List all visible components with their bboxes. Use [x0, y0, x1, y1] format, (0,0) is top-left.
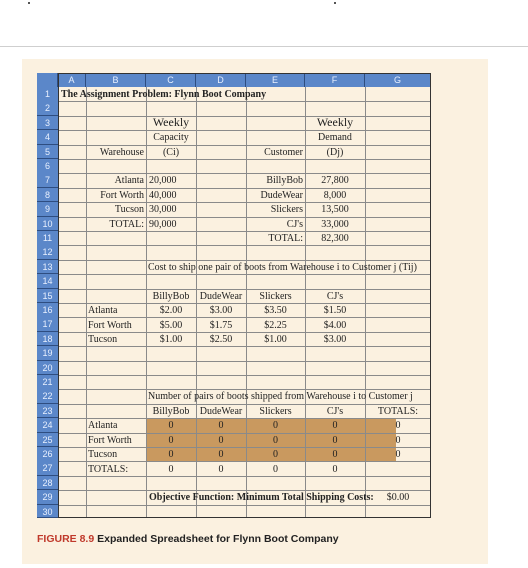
customer-header: Customer [264, 146, 303, 158]
warehouse-name: Atlanta [114, 175, 144, 186]
row-header[interactable]: 3 [37, 116, 58, 131]
row-header[interactable]: 1 [37, 87, 58, 102]
cost-table-title: Cost to ship one pair of boots from Warehouse i to Customer j (Tij) [148, 261, 417, 273]
column-header-f[interactable]: F [305, 73, 365, 87]
column-header-a[interactable]: A [58, 73, 86, 87]
row-header[interactable]: 12 [37, 245, 58, 260]
ship-totals-header: TOTALS: [377, 405, 419, 417]
ship-cell[interactable]: 0 [273, 449, 278, 460]
ship-row-total: 0 [395, 420, 401, 431]
cost-header: BillyBob [152, 290, 190, 302]
column-header-g[interactable]: G [365, 73, 431, 87]
ship-row-total: 0 [395, 449, 401, 460]
warehouse-name: Fort Worth [100, 189, 144, 201]
cost-row-label: Fort Worth [88, 319, 132, 331]
sheet-title: The Assignment Problem: Flynn Boot Company [61, 88, 267, 100]
warehouse-header: Warehouse [99, 146, 144, 158]
cost-cell: $3.00 [323, 334, 347, 345]
supply-total-label: TOTAL: [109, 218, 144, 230]
supply-capacity-label: Capacity [153, 132, 189, 143]
row-header[interactable]: 11 [37, 231, 58, 246]
row-header[interactable]: 5 [37, 145, 58, 160]
row-header[interactable]: 4 [37, 130, 58, 145]
cost-cell: $1.00 [264, 334, 287, 345]
row-header[interactable]: 27 [37, 461, 58, 476]
ship-column-total: 0 [332, 463, 338, 475]
customer-demand: 33,000 [321, 218, 349, 230]
ship-header: DudeWear [199, 405, 243, 417]
row-header[interactable]: 15 [37, 289, 58, 304]
row-header[interactable]: 2 [37, 101, 58, 116]
row-header[interactable]: 19 [37, 346, 58, 361]
customer-name: Slickers [270, 204, 303, 215]
ship-row-label: Atlanta [88, 420, 118, 431]
page-dot [28, 2, 30, 4]
row-header[interactable]: 29 [37, 490, 58, 505]
figure-label: FIGURE 8.9 [37, 533, 95, 545]
row-header[interactable]: 24 [37, 418, 58, 433]
row-header[interactable]: 17 [37, 317, 58, 332]
page-divider [0, 46, 528, 47]
figure-title: Expanded Spreadsheet for Flynn Boot Company [97, 533, 339, 545]
ship-cell[interactable]: 0 [332, 420, 338, 431]
ship-header: Slickers [259, 405, 292, 417]
ship-cell[interactable]: 0 [273, 434, 278, 446]
ci-label: (Ci) [162, 146, 180, 158]
spreadsheet [37, 73, 431, 518]
column-header-d[interactable]: D [196, 73, 246, 87]
cost-row-label: Tucson [88, 334, 118, 345]
demand-label: Demand [318, 132, 352, 143]
cost-cell: $1.00 [159, 334, 183, 345]
cost-cell: $2.25 [264, 319, 287, 331]
ship-header: CJ's [326, 405, 344, 417]
row-header[interactable]: 8 [37, 188, 58, 203]
demand-total-label: TOTAL: [268, 233, 303, 244]
page-dot [334, 2, 336, 4]
column-header-b[interactable]: B [86, 73, 146, 87]
ship-cell[interactable]: 0 [332, 449, 338, 460]
row-header[interactable]: 18 [37, 332, 58, 347]
row-header[interactable]: 10 [37, 217, 58, 232]
cost-header: CJ's [326, 290, 344, 302]
warehouse-capacity: 20,000 [149, 175, 177, 186]
warehouse-capacity: 40,000 [149, 189, 177, 201]
ship-cell[interactable]: 0 [273, 420, 278, 431]
cost-cell: $3.00 [209, 305, 233, 316]
dj-label: (Dj) [326, 146, 344, 158]
cost-cell: $1.50 [323, 305, 347, 316]
column-header-e[interactable]: E [246, 73, 305, 87]
cell-grid[interactable] [58, 87, 431, 518]
select-all-corner[interactable] [37, 73, 58, 87]
row-header[interactable]: 28 [37, 476, 58, 491]
row-header[interactable]: 6 [37, 159, 58, 174]
ship-cell[interactable]: 0 [218, 449, 224, 460]
column-header-c[interactable]: C [146, 73, 196, 87]
customer-demand: 27,800 [321, 175, 349, 186]
ship-cell[interactable]: 0 [168, 449, 174, 460]
customer-name: CJ's [286, 218, 303, 230]
demand-total-value: 82,300 [321, 233, 349, 244]
row-header[interactable]: 22 [37, 389, 58, 404]
cost-header: Slickers [259, 290, 292, 302]
row-header[interactable]: 21 [37, 375, 58, 390]
cost-header: DudeWear [199, 290, 243, 302]
row-header[interactable]: 25 [37, 433, 58, 448]
ship-table-title: Number of pairs of boots shipped from Warehouse i to Customer j [148, 391, 413, 402]
row-header[interactable]: 26 [37, 447, 58, 462]
row-header[interactable]: 16 [37, 303, 58, 318]
ship-header: BillyBob [152, 405, 190, 417]
cost-cell: $5.00 [159, 319, 183, 331]
objective-value: $0.00 [386, 492, 410, 503]
ship-column-total: 0 [168, 463, 174, 475]
supply-weekly-label: Weekly [152, 115, 190, 129]
customer-demand: 8,000 [323, 189, 347, 201]
row-header[interactable]: 30 [37, 505, 58, 518]
row-header[interactable]: 23 [37, 404, 58, 419]
demand-weekly-label: Weekly [316, 115, 354, 129]
ship-cell[interactable]: 0 [168, 420, 174, 431]
ship-cell[interactable]: 0 [218, 420, 224, 431]
row-header[interactable]: 20 [37, 361, 58, 376]
cost-cell: $3.50 [264, 305, 287, 316]
ship-column-total: 0 [218, 463, 224, 475]
ship-row-label: Fort Worth [88, 434, 132, 446]
ship-row-label: Tucson [88, 449, 118, 460]
ship-cell[interactable]: 0 [168, 434, 174, 446]
cost-cell: $1.75 [209, 319, 233, 331]
ship-column-total: 0 [273, 463, 278, 475]
row-header[interactable]: 9 [37, 202, 58, 217]
customer-demand: 13,500 [321, 204, 349, 215]
ship-cell[interactable]: 0 [218, 434, 224, 446]
figure-caption [37, 533, 339, 545]
cost-cell: $2.00 [159, 305, 183, 316]
warehouse-name: Tucson [114, 204, 144, 215]
objective-label: Objective Function: Minimum Total Shipping Costs: [149, 492, 374, 503]
customer-name: BillyBob [266, 175, 303, 186]
supply-total-value: 90,000 [149, 218, 177, 230]
row-header[interactable]: 7 [37, 173, 58, 188]
warehouse-capacity: 30,000 [149, 204, 177, 215]
cost-cell: $4.00 [323, 319, 347, 331]
ship-column-totals-label: TOTALS: [88, 463, 129, 475]
cost-row-label: Atlanta [88, 305, 118, 316]
customer-name: DudeWear [260, 189, 303, 201]
row-header[interactable]: 13 [37, 260, 58, 275]
cost-cell: $2.50 [209, 334, 233, 345]
ship-row-total: 0 [395, 434, 401, 446]
row-header[interactable]: 14 [37, 274, 58, 289]
ship-cell[interactable]: 0 [332, 434, 338, 446]
